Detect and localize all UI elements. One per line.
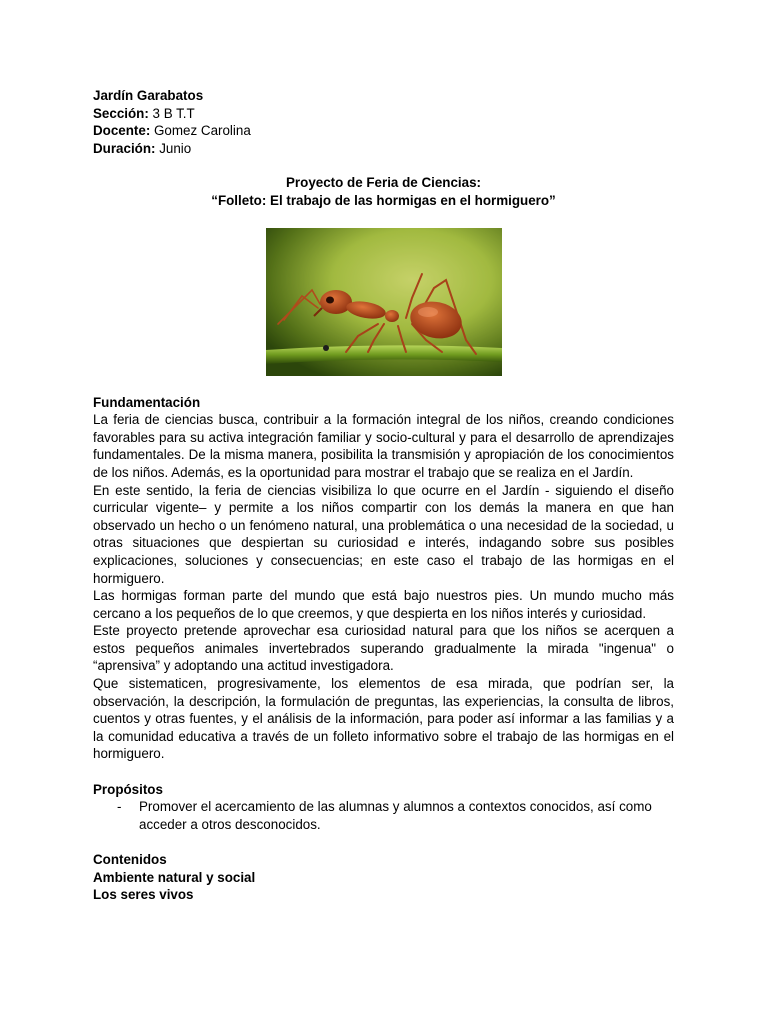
project-title [93,174,674,209]
contenidos-subheading: Ambiente natural y social [93,869,256,885]
fundamentacion-section [93,394,674,763]
propositos-list [93,798,674,833]
title-line-1: Proyecto de Feria de Ciencias: [286,175,481,191]
teacher-label: Docente: [93,123,151,139]
contenidos-section [93,851,674,904]
paragraph: Que sistematicen, progresivamente, los elementos de esa mirada, que podrían ser, la observación, la descripción, la formulación de preguntas, las experiencias, la consulta de libros, cuentos y otras fuentes, y el análisis de la información, para poder así informar a las familias y a la comunidad educativa a través de un folleto informativo sobre el trabajo de las hormigas en el hormiguero. [93,676,674,762]
teacher-value: Gomez Carolina [150,123,251,139]
duration-label: Duración: [93,140,156,156]
section-line [93,105,674,123]
list-item [93,798,674,833]
contenidos-heading: Contenidos [93,852,167,867]
duration-line [93,140,674,158]
teacher-line [93,122,674,140]
duration-value: Junio [155,140,192,156]
propositos-heading: Propósitos [93,781,163,797]
spacer [93,833,674,851]
fundamentacion-heading: Fundamentación [93,394,201,410]
document-body [93,87,674,904]
contenidos-subheading: Los seres vivos [93,887,194,903]
section-value: 3 B T.T [148,105,195,121]
paragraph: La feria de ciencias busca, contribuir a la formación integral de los niños, creando condiciones favorables para su activa integración familiar y socio-cultural y para el desarrollo de aprendizajes fundamentales. De la misma manera, posibilita la transmisión y apropiación de los conocimientos de los niños. Además, es la oportunidad para mostrar el trabajo que se realiza en el Jardín. [93,412,674,480]
ant-photo [266,228,502,376]
section-label: Sección: [93,105,149,121]
list-bullet: - [117,799,122,815]
list-item-text: Promover el acercamiento de las alumnas y alumnos a contextos conocidos, así como acceder a otros desconocidos. [139,799,652,832]
paragraph: En este sentido, la feria de ciencias visibiliza lo que ocurre en el Jardín - siguiendo el diseño curricular vigente– y permite a los niños compartir con los demás la manera en que han observado un hecho o un fenómeno natural, una problemática o una necesidad de la sociedad, u otras situaciones que despiertan su curiosidad e interés, indagando sobre sus posibles explicaciones, soluciones y consecuencias; en este caso el trabajo de las hormigas en el hormiguero. [93,482,674,586]
spacer [93,763,674,781]
header-info [93,87,674,157]
paragraph: Este proyecto pretende aprovechar esa curiosidad natural para que los niños se acerquen a estos pequeños animales invertebrados superando gradualmente la mirada "ingenua" o “aprensiva” y adoptando una actitud investigadora. [93,623,674,674]
school-name: Jardín Garabatos [93,88,204,103]
title-line-2: “Folleto: El trabajo de las hormigas en el hormiguero” [211,192,556,208]
propositos-section [93,781,674,834]
paragraph: Las hormigas forman parte del mundo que está bajo nuestros pies. Un mundo mucho más cercano a los pequeños de lo que creemos, y que despierta en los niños interés y curiosidad. [93,588,674,621]
